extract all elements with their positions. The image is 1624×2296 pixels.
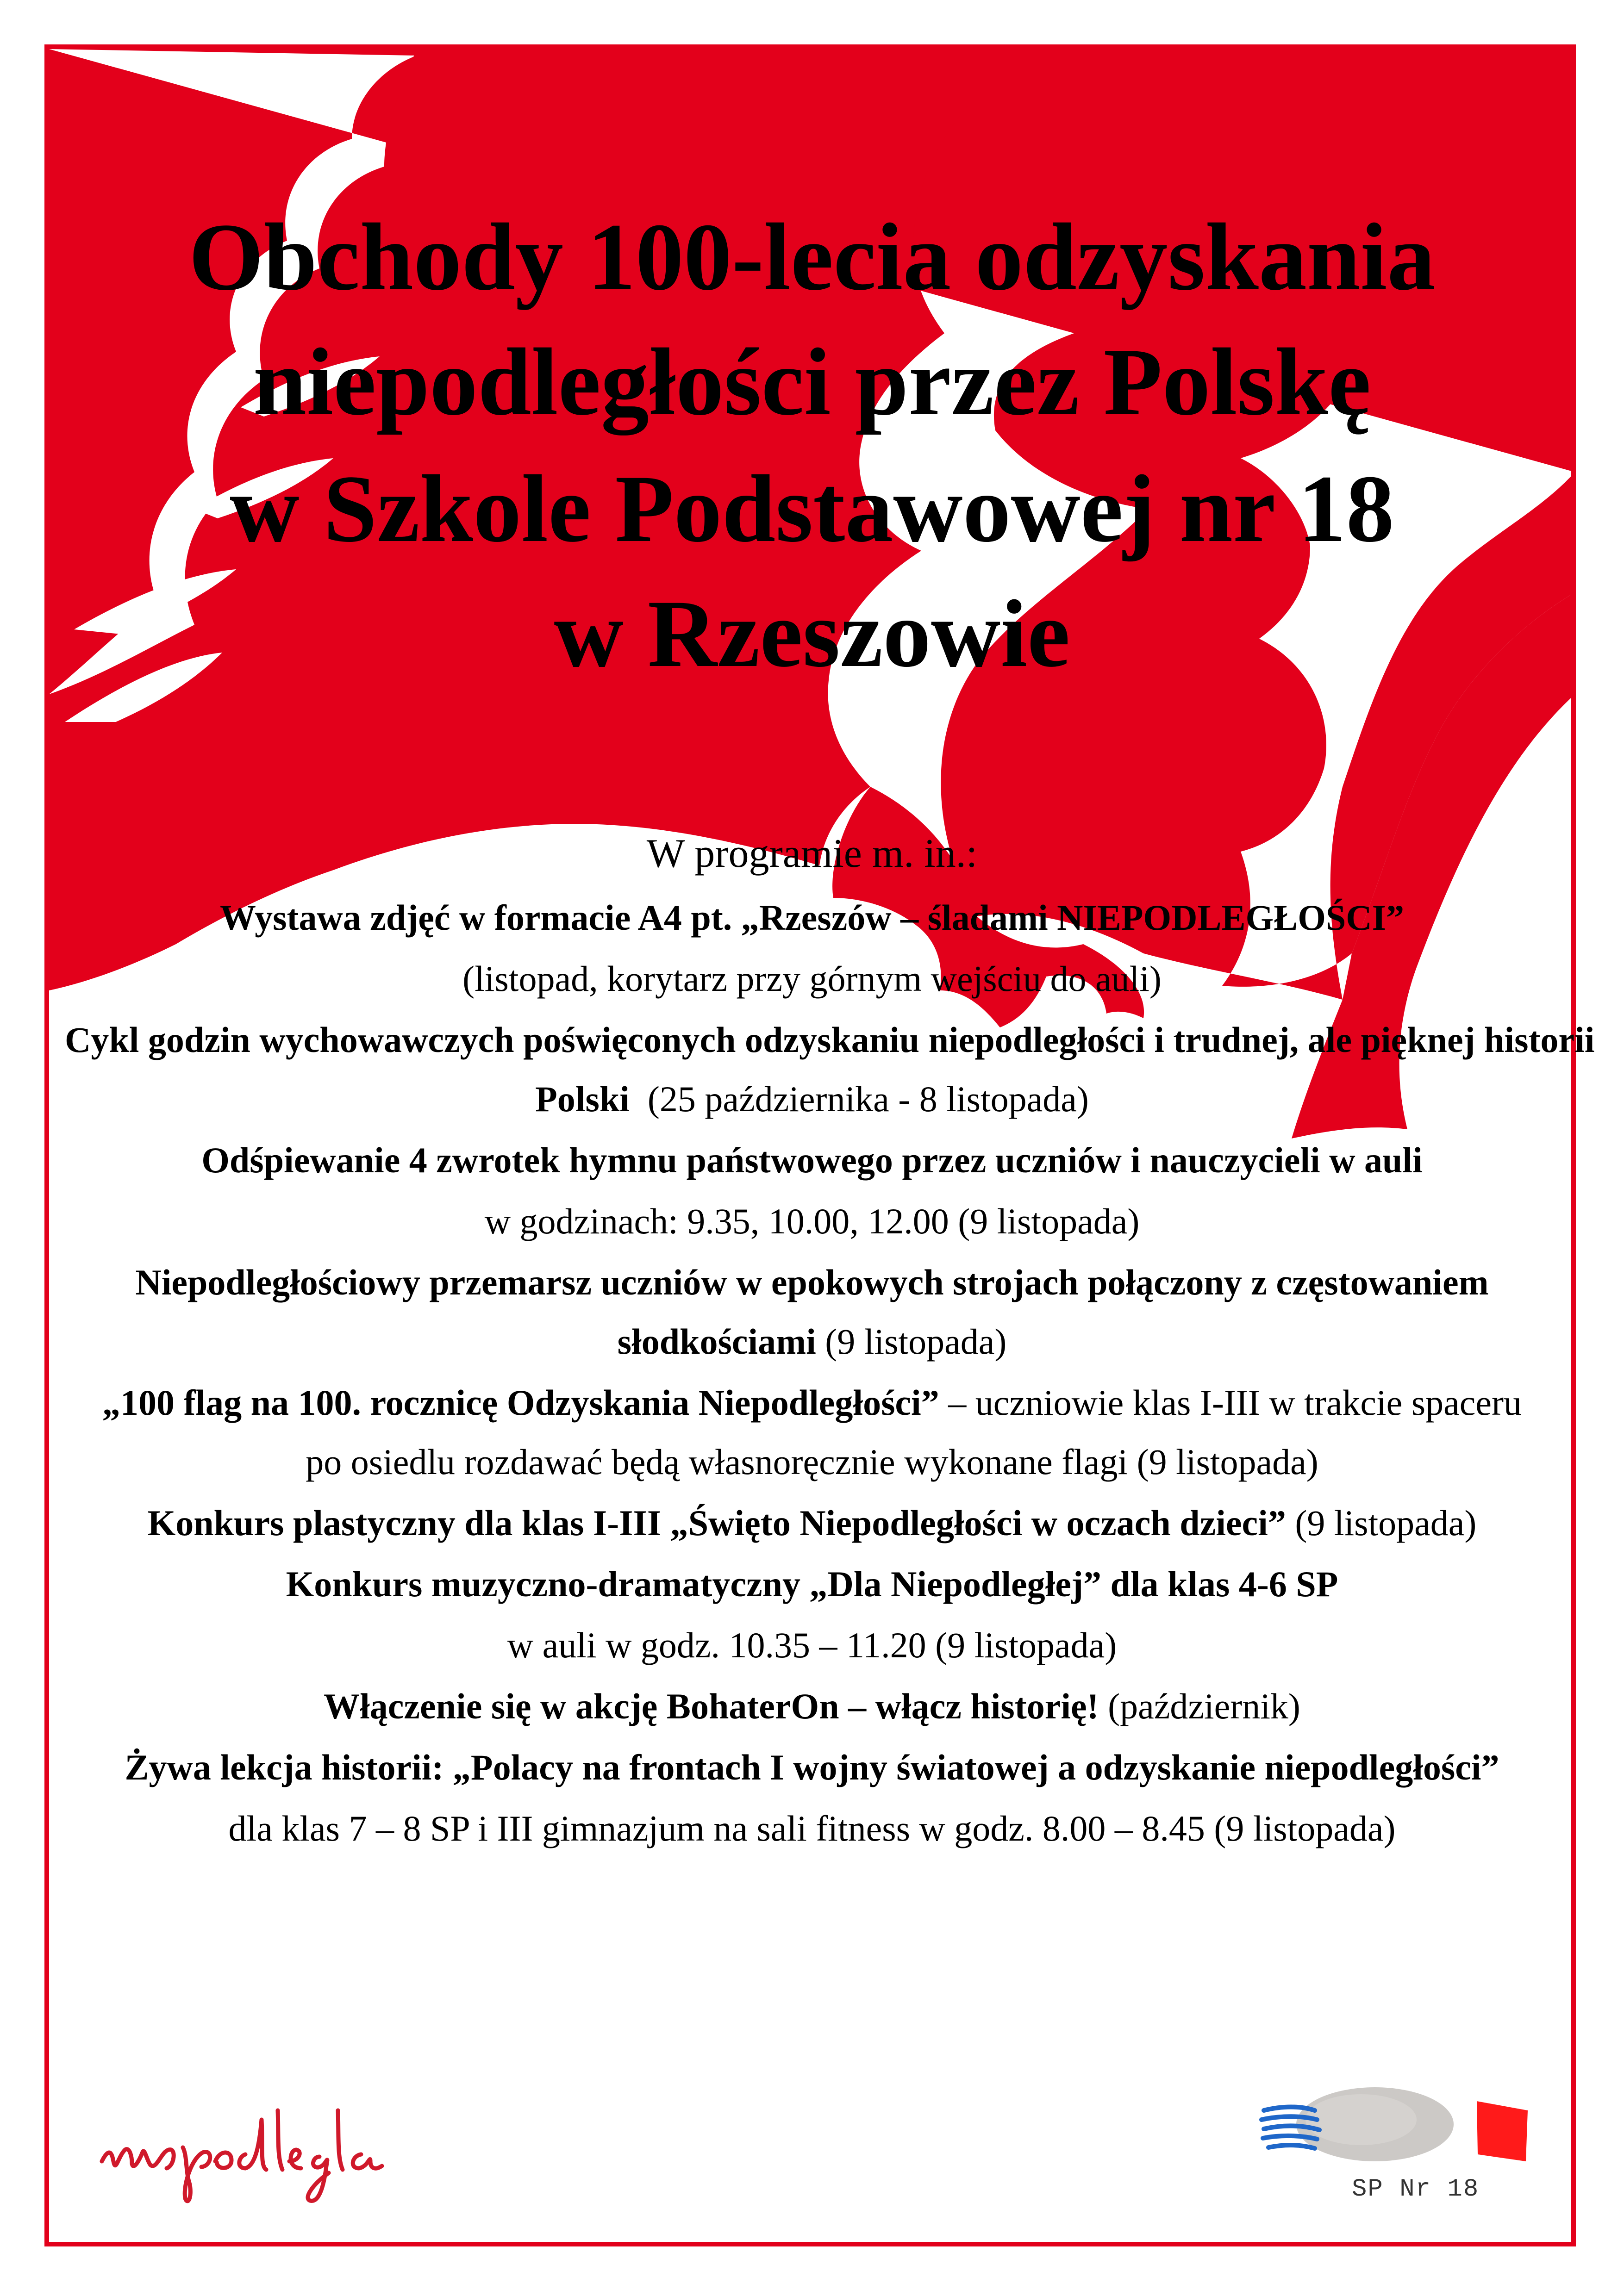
item-8-normal: (październik)	[1099, 1686, 1300, 1726]
item-2-bold-1: Cykl godzin wychowawczych poświęconych odzyskaniu niepodległości i trudnej, ale pięknej historii	[65, 1020, 1595, 1060]
program-list	[65, 828, 1595, 1851]
logo-text: SP Nr 18	[1352, 2175, 1480, 2203]
title-line-3: w Szkole Podstawowej nr 18	[230, 455, 1394, 562]
logo-red-flag	[1477, 2101, 1528, 2161]
item-3-title	[65, 1138, 1559, 1183]
item-2-line-2	[65, 1076, 1559, 1122]
item-4-line-1	[65, 1260, 1559, 1305]
title-line-2: niepodległości przez Polskę	[253, 329, 1371, 435]
item-8-bold: Włączenie się w akcję BohaterOn – włącz historię!	[324, 1686, 1099, 1726]
item-2-line-1	[65, 1017, 1595, 1063]
item-7-title	[65, 1562, 1559, 1607]
item-4-bold-2: słodkościami	[617, 1321, 816, 1362]
item-1-title	[65, 895, 1559, 940]
item-5-detail: po osiedlu rozdawać będą własnoręcznie wykonane flagi (9 listopada)	[306, 1442, 1318, 1482]
item-7-bold: Konkurs muzyczno-dramatyczny „Dla Niepodległej” dla klas 4-6 SP	[286, 1564, 1338, 1604]
item-4-bold-1: Niepodległościowy przemarsz uczniów w epokowych strojach połączony z częstowaniem	[135, 1262, 1489, 1302]
item-5-bold: „100 flag na 100. rocznicę Odzyskania Niepodległości”	[102, 1382, 939, 1423]
item-8	[65, 1684, 1559, 1729]
item-4-normal: (9 listopada)	[816, 1321, 1007, 1362]
program-intro: W programie m. in.:	[646, 831, 978, 876]
item-6-normal: (9 listopada)	[1286, 1503, 1477, 1543]
item-3-bold: Odśpiewanie 4 zwrotek hymnu państwowego przez uczniów i nauczycieli w auli	[201, 1140, 1423, 1180]
title-line-1: Obchody 100-lecia odzyskania	[188, 204, 1436, 310]
item-1-bold: Wystawa zdjęć w formacie A4 pt. „Rzeszów – śladami NIEPODLEGŁOŚCI”	[220, 897, 1404, 938]
niepodlegla-signature	[93, 2092, 463, 2212]
item-1-detail: (listopad, korytarz przy górnym wejściu do auli)	[462, 958, 1162, 999]
item-6-bold: Konkurs plastyczny dla klas I-III „Święto Niepodległości w oczach dzieci”	[147, 1503, 1286, 1543]
item-5-normal: – uczniowie klas I-III w trakcie spaceru	[939, 1382, 1522, 1423]
item-6	[65, 1500, 1559, 1546]
item-2-normal: (25 października - 8 listopada)	[629, 1079, 1089, 1119]
item-9-bold: Żywa lekcja historii: „Polacy na frontach I wojny światowej a odzyskanie niepodległości”	[125, 1747, 1499, 1787]
item-2-bold-2: Polski	[535, 1079, 630, 1119]
page-title	[0, 194, 1624, 696]
title-line-4: w Rzeszowie	[554, 580, 1070, 687]
item-5-line-1	[65, 1380, 1559, 1425]
item-9-detail: dla klas 7 – 8 SP i III gimnazjum na sali fitness w godz. 8.00 – 8.45 (9 listopada)	[228, 1808, 1396, 1848]
item-3-detail: w godzinach: 9.35, 10.00, 12.00 (9 listopada)	[484, 1201, 1140, 1241]
item-4-line-2	[65, 1319, 1559, 1364]
item-7-detail: w auli w godz. 10.35 – 11.20 (9 listopada)	[507, 1625, 1117, 1665]
item-9-title	[65, 1745, 1559, 1790]
